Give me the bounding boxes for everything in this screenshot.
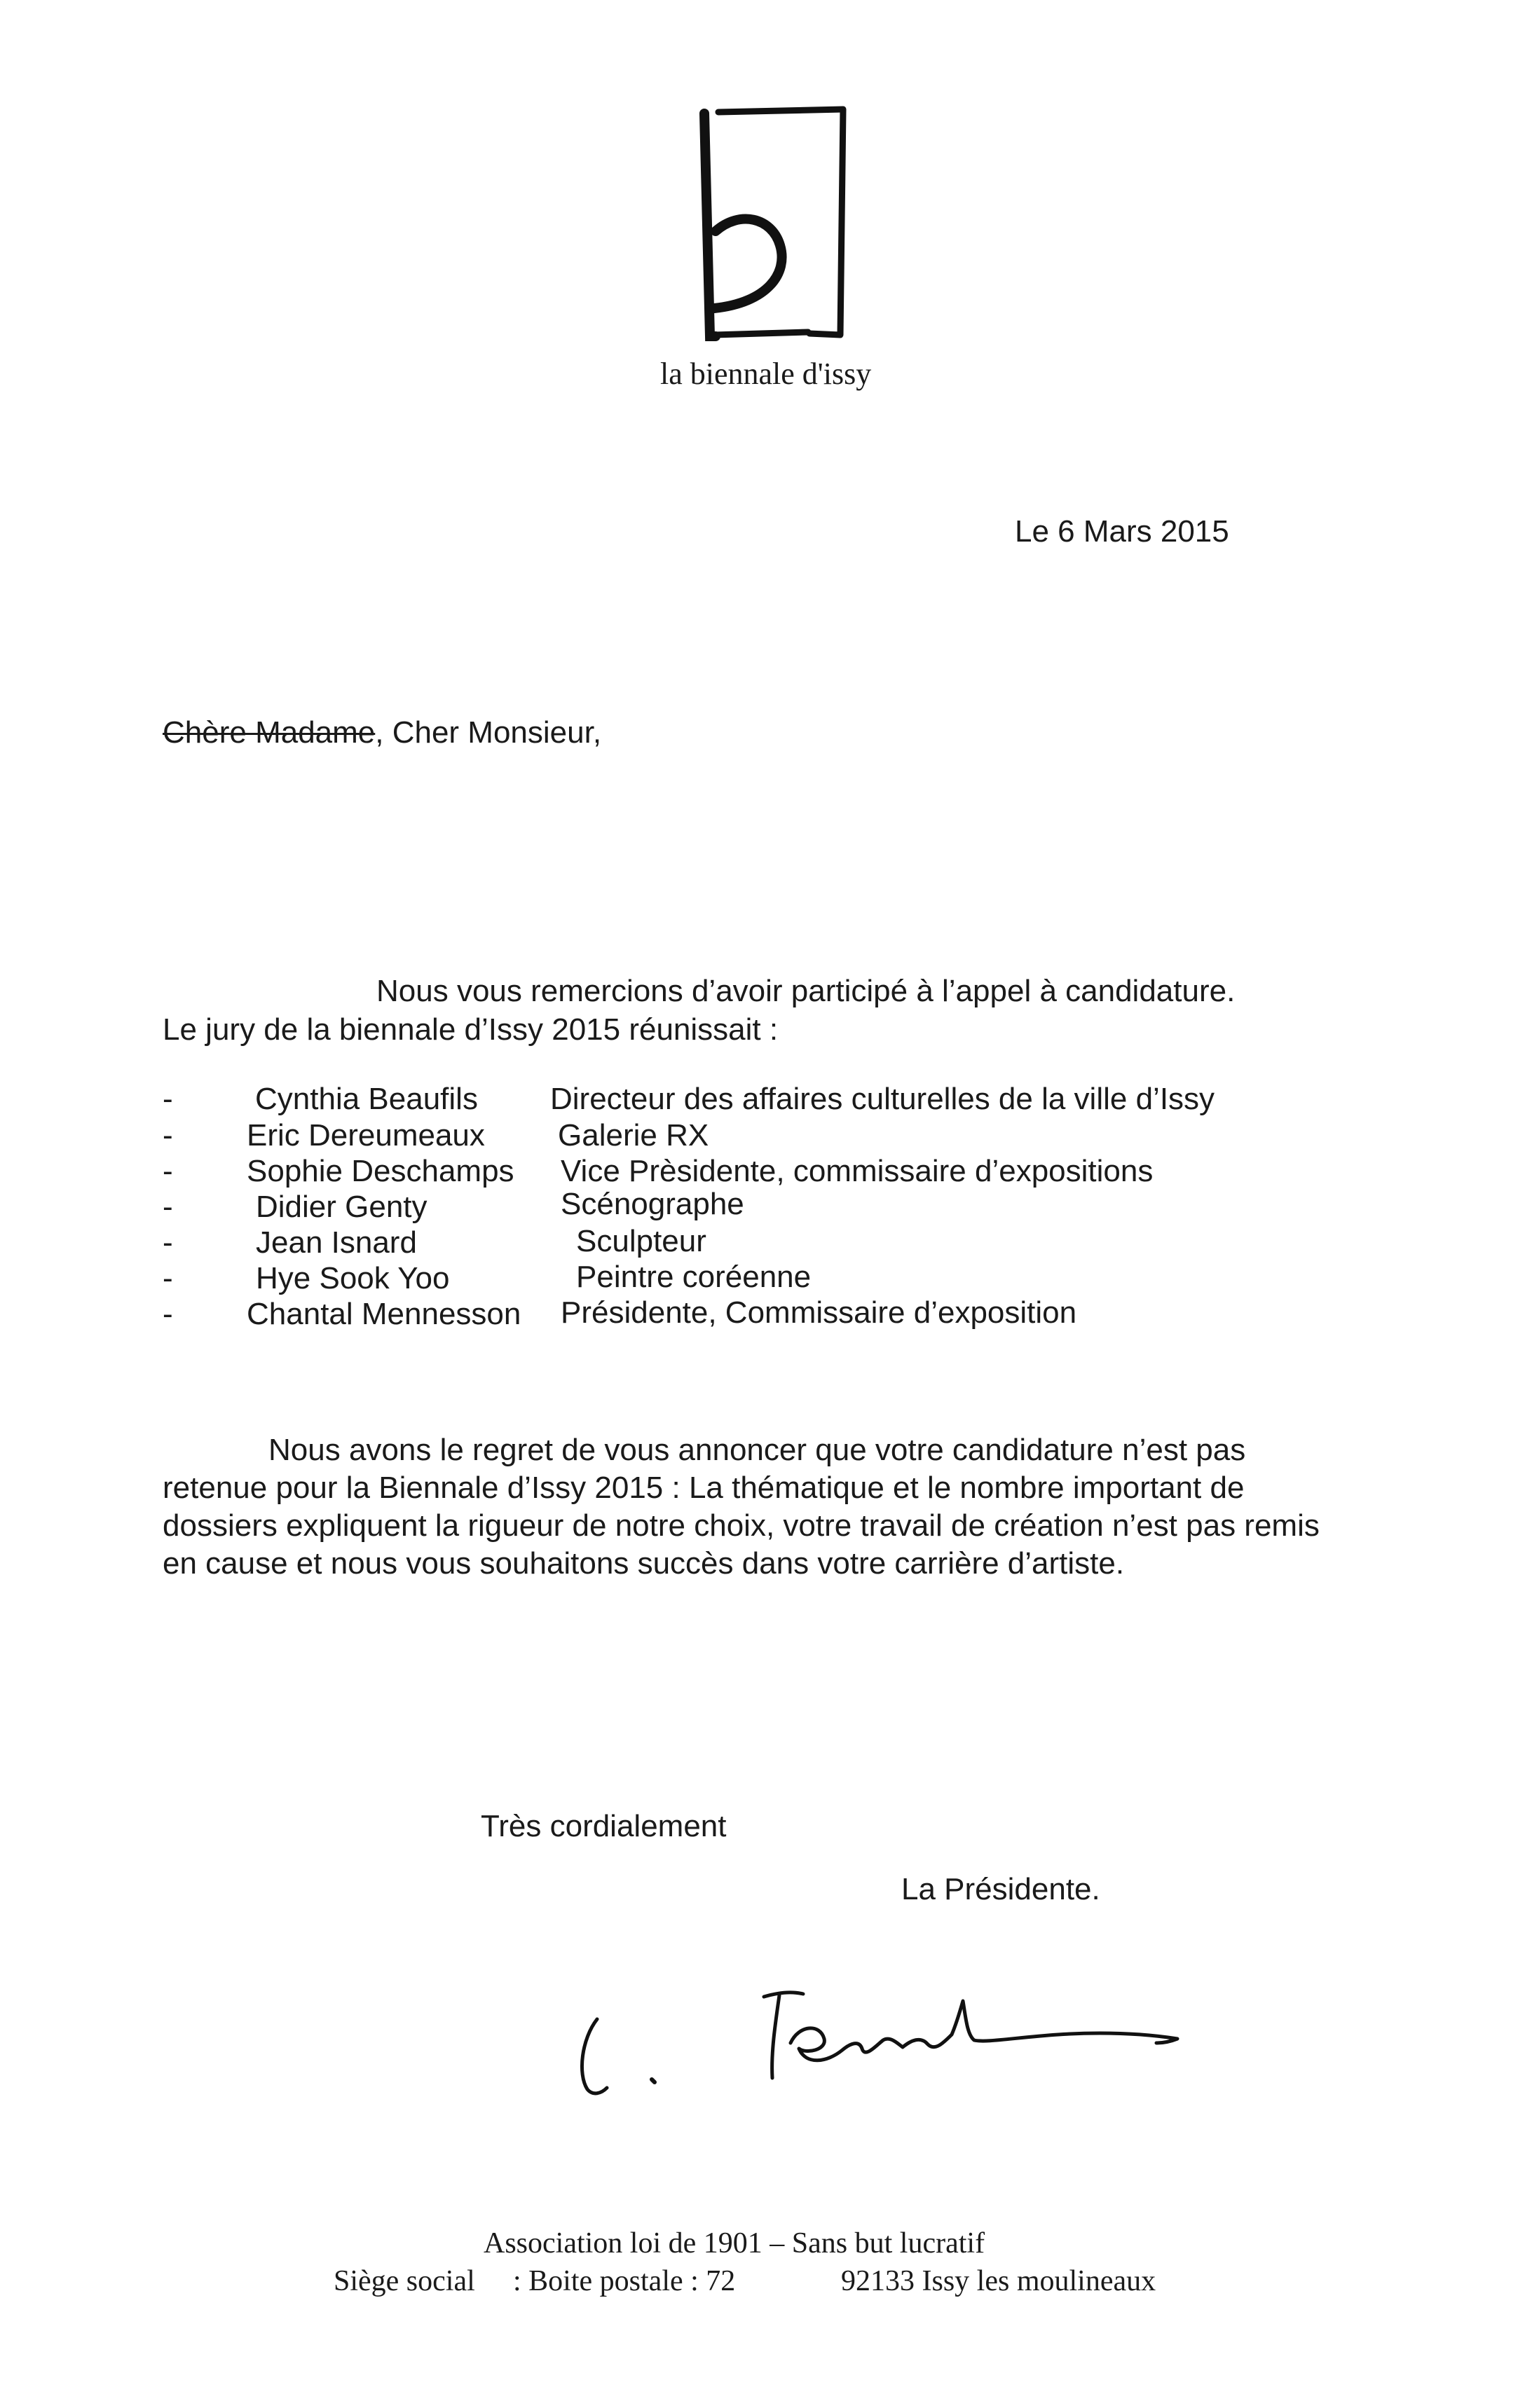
intro-line-2: Le jury de la biennale d’Issy 2015 réunissait : [163,1012,779,1047]
jury-role: Galerie RX [558,1118,709,1153]
jury-bullet: - [163,1154,173,1188]
body-line: retenue pour la Biennale d’Issy 2015 : La thématique et le nombre important de [163,1471,1245,1505]
jury-name: Didier Genty [256,1190,428,1224]
logo-mark [690,98,859,350]
jury-name: Chantal Mennesson [247,1297,521,1331]
jury-role: Scénographe [561,1187,744,1221]
letter-date: Le 6 Mars 2015 [1015,514,1229,549]
closing: Très cordialement [481,1809,727,1843]
jury-name: Jean Isnard [256,1225,417,1260]
jury-bullet: - [163,1118,173,1153]
body-line: Nous avons le regret de vous annoncer que votre candidature n’est pas [268,1433,1246,1467]
footer-siege: Siège social [334,2265,475,2297]
footer-city: 92133 Issy les moulineaux [841,2265,1156,2297]
body-line: en cause et nous vous souhaitons succès dans votre carrière d’artiste. [163,1546,1125,1581]
footer-boite: : Boite postale : 72 [513,2265,736,2297]
body-line: dossiers expliquent la rigueur de notre choix, votre travail de création n’est pas remis [163,1508,1320,1543]
jury-name: Hye Sook Yoo [256,1261,450,1295]
jury-role: Sculpteur [576,1224,706,1258]
jury-bullet: - [163,1225,173,1260]
intro-line-1: Nous vous remercions d’avoir participé à l’appel à candidature. [376,974,1236,1008]
jury-name: Eric Dereumeaux [247,1118,485,1153]
salutation-rest: , Cher Monsieur, [375,715,602,750]
jury-name: Sophie Deschamps [247,1154,514,1188]
jury-role: Présidente, Commissaire d’exposition [561,1295,1077,1330]
jury-bullet: - [163,1190,173,1224]
jury-bullet: - [163,1297,173,1331]
salutation [163,717,601,748]
signatory: La Présidente. [901,1872,1100,1906]
jury-bullet: - [163,1261,173,1295]
jury-name: Cynthia Beaufils [255,1082,478,1116]
jury-role: Vice Prèsidente, commissaire d’expositions [561,1154,1154,1188]
jury-role: Directeur des affaires culturelles de la ville d’Issy [550,1082,1215,1116]
jury-bullet: - [163,1082,173,1116]
jury-role: Peintre coréenne [576,1260,812,1294]
signature-mark [568,1976,1240,2116]
salutation-struck: Chère Madame [163,715,376,750]
logo-text: la biennale d'issy [660,357,872,391]
footer-line1: Association loi de 1901 – Sans but lucratif [484,2227,985,2259]
